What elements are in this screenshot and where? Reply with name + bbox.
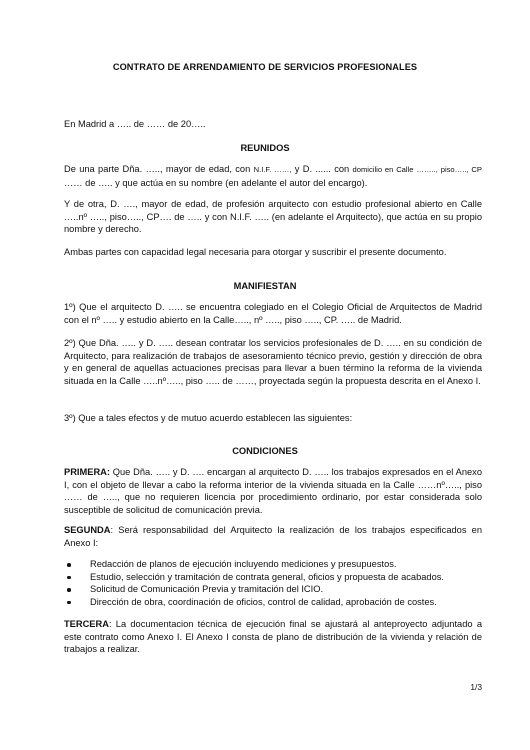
segunda-bullet-list	[64, 558, 484, 608]
list-item	[64, 558, 484, 571]
manifiestan-paragraph-3: 3º) Que a tales efectos y de mutuo acuerdo establecen las siguientes:	[64, 413, 353, 423]
tercera-label: TERCERA	[64, 619, 109, 629]
manifiestan-paragraph-2: 2º) Que Dña. ….. y D. ….. desean contratar los servicios profesionales de D. ….. en su condición de Arquitecto, para realización de trabajos de asesoramiento técnico previo, gestión y dirección de obra y en general de aquellas actuaciones precisas para llevar a buen término la reforma de la vivienda situada en la Calle …..nº….., piso ….. de ……, proyectada según la propuesta descrita en el Anexo I.	[64, 338, 482, 386]
condiciones-segunda	[64, 524, 482, 549]
bullet-text: Estudio, selección y tramitación de contrata general, oficios y propuesta de acabados.	[90, 571, 445, 582]
primera-label: PRIMERA:	[64, 467, 110, 477]
manifiestan-paragraph-1: 1º) Que el arquitecto D. ….. se encuentra colegiado en el Colegio Oficial de Arquitectos de Madrid con el nº ….. y estudio abierto en la Calle….., nº ….., piso ….., CP. ….. de Madrid.	[64, 302, 482, 325]
heading-reunidos: REUNIDOS	[240, 143, 290, 153]
document-title: CONTRATO DE ARRENDAMIENTO DE SERVICIOS PROFESIONALES	[112, 62, 418, 72]
reunidos-p1-nif: N.I.F. ……,	[253, 165, 292, 174]
page-number: 1/3	[470, 682, 482, 692]
bullet-icon	[67, 601, 71, 605]
segunda-label: SEGUNDA	[64, 525, 111, 535]
bullet-text: Redacción de planos de ejecución incluyendo mediciones y presupuestos.	[90, 559, 397, 569]
bullet-icon	[67, 563, 71, 567]
reunidos-paragraph-3: Ambas partes con capacidad legal necesaria para otorgar y suscribir el presente documento.	[64, 247, 447, 257]
segunda-text: : Será responsabilidad del Arquitecto la realización de los trabajos especificados en Anexo I:	[64, 525, 482, 548]
bullet-text: Solicitud de Comunicación Previa y tramitación del ICIO.	[90, 584, 324, 595]
bullet-icon	[67, 576, 71, 580]
list-item	[64, 596, 484, 609]
reunidos-p1-text-a: De una parte Dña. ….., mayor de edad, con	[64, 164, 254, 174]
reunidos-paragraph-2: Y de otra, D. …., mayor de edad, de profesión arquitecto con estudio profesional abierto en Calle …..nº ….., piso….., CP…. de ….. y con N.I.F. ….. (en adelante el Arquitecto), que actúa en su propio nombre y derecho.	[64, 199, 482, 235]
heading-condiciones: CONDICIONES	[232, 446, 298, 456]
condiciones-primera	[64, 466, 482, 516]
condiciones-tercera	[64, 618, 482, 656]
tercera-text: : La documentacion técnica de ejecución final se ajustará al anteproyecto adjuntado a este contrato como Anexo I. El Anexo I consta de plano de distribución de la vivienda y relación de trabajos a realizar.	[64, 619, 482, 655]
reunidos-p1-text-c: …… de ….. y que actúa en su nombre (en adelante el autor del encargo).	[64, 177, 368, 188]
reunidos-p1-small: domicilio en Calle …….., piso….., CP	[352, 165, 482, 174]
bullet-text: Dirección de obra, coordinación de oficios, control de calidad, aprobación de costes.	[90, 596, 437, 607]
dateline: En Madrid a ….. de …… de 20…..	[64, 119, 206, 129]
list-item	[64, 571, 484, 584]
reunidos-p1-text-b: y D. ...... con	[291, 164, 353, 174]
list-item	[64, 583, 484, 596]
bullet-icon	[67, 588, 71, 592]
primera-text: Que Dña. ….. y D. …. encargan al arquitecto D. ….. los trabajos expresados en el Anexo I, con el objeto de llevar a cabo la reforma interior de la vivienda situada en la Calle ……nº….., piso …… de ….., que no requieren licencia por procedimiento ordinario, por estar considerada solo susceptible de solicitud de comunicación previa.	[64, 467, 482, 515]
reunidos-paragraph-1	[64, 163, 482, 189]
heading-manifiestan: MANIFIESTAN	[233, 281, 297, 291]
